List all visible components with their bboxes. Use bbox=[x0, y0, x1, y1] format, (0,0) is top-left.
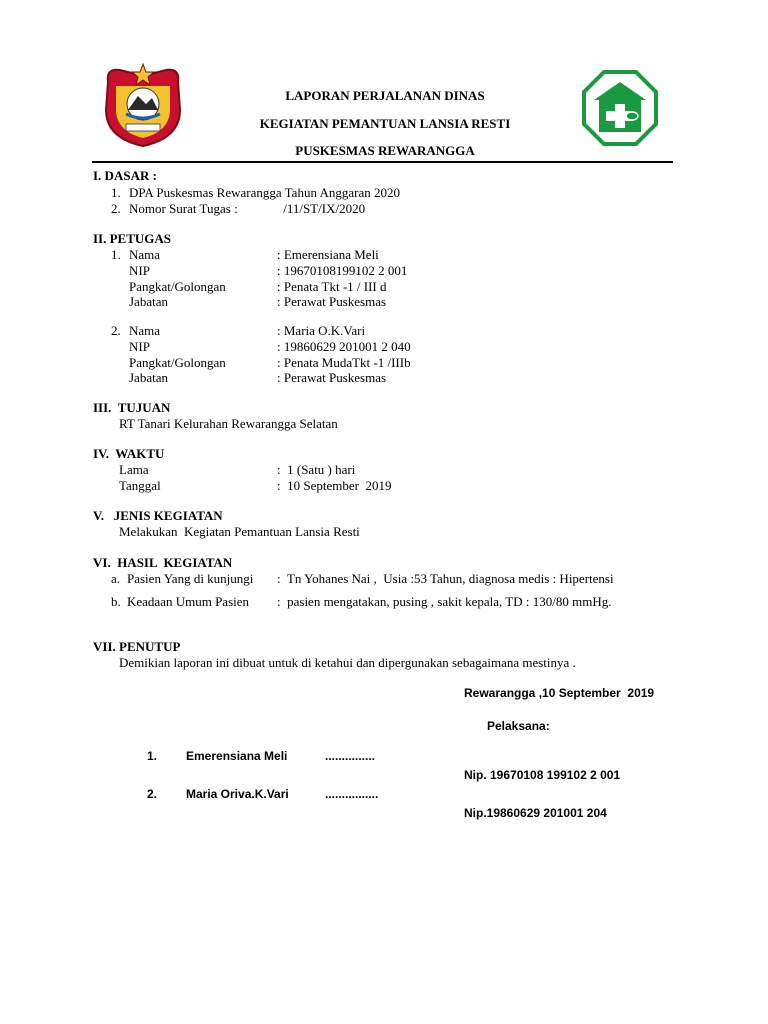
waktu-label: Tanggal bbox=[119, 478, 161, 493]
hasil-label: Pasien Yang di kunjungi bbox=[127, 571, 254, 586]
petugas-label: NIP bbox=[129, 263, 150, 278]
section-hasil-heading: VI. HASIL KEGIATAN bbox=[93, 555, 233, 570]
section-dasar-heading: I. DASAR : bbox=[93, 168, 157, 183]
petugas-value: : 19860629 201001 2 040 bbox=[277, 339, 411, 354]
waktu-label: Lama bbox=[119, 462, 149, 477]
signer-nip: Nip. 19670108 199102 2 001 bbox=[464, 768, 621, 782]
petugas-label: Pangkat/Golongan bbox=[129, 355, 226, 370]
hasil-num: b. bbox=[111, 594, 121, 609]
petugas-value: : Perawat Puskesmas bbox=[277, 370, 387, 385]
petugas-value: : 19670108199102 2 001 bbox=[277, 263, 408, 278]
signature-line: ............... bbox=[325, 749, 376, 763]
petugas-value: : Perawat Puskesmas bbox=[277, 294, 387, 309]
petugas-label: Pangkat/Golongan bbox=[129, 279, 226, 294]
hasil-label: Keadaan Umum Pasien bbox=[127, 594, 250, 609]
petugas-num: 2. bbox=[111, 323, 121, 338]
section-jenis-heading: V. JENIS KEGIATAN bbox=[93, 508, 223, 523]
hasil-value: : Tn Yohanes Nai , Usia :53 Tahun, diagnosa medis : Hipertensi bbox=[277, 571, 614, 586]
petugas-label: Nama bbox=[129, 247, 161, 262]
petugas-value: : Penata Tkt -1 / III d bbox=[277, 279, 387, 294]
section-waktu-heading: IV. WAKTU bbox=[93, 446, 165, 461]
section-tujuan-heading: III. TUJUAN bbox=[93, 400, 171, 415]
petugas-num: 1. bbox=[111, 247, 121, 262]
tujuan-text: RT Tanari Kelurahan Rewarangga Selatan bbox=[119, 416, 338, 431]
pelaksana-label: Pelaksana: bbox=[487, 719, 550, 733]
section-penutup-heading: VII. PENUTUP bbox=[93, 639, 181, 654]
petugas-value: : Emerensiana Meli bbox=[277, 247, 379, 262]
signer-num: 1. bbox=[147, 749, 158, 763]
section-petugas-heading: II. PETUGAS bbox=[93, 231, 172, 246]
activity-title: KEGIATAN PEMANTUAN LANSIA RESTI bbox=[259, 116, 511, 131]
signature-line: ................ bbox=[325, 787, 379, 801]
petugas-label: Jabatan bbox=[129, 370, 168, 385]
dasar-item-num: 2. bbox=[111, 201, 121, 216]
dasar-item-num: 1. bbox=[111, 185, 121, 200]
dasar-item-text: Nomor Surat Tugas : /11/ST/IX/2020 bbox=[129, 201, 366, 216]
hasil-value: : pasien mengatakan, pusing , sakit kepala, TD : 130/80 mmHg. bbox=[277, 594, 612, 609]
waktu-value: : 10 September 2019 bbox=[277, 478, 392, 493]
report-title: LAPORAN PERJALANAN DINAS bbox=[285, 88, 485, 103]
header-divider bbox=[92, 161, 673, 163]
petugas-value: : Penata MudaTkt -1 /IIIb bbox=[277, 355, 411, 370]
signer-name: Maria Oriva.K.Vari bbox=[186, 787, 289, 801]
penutup-text: Demikian laporan ini dibuat untuk di ketahui dan dipergunakan sebagaimana mestinya . bbox=[119, 655, 576, 670]
regional-emblem-logo bbox=[98, 60, 188, 148]
petugas-label: Jabatan bbox=[129, 294, 168, 309]
puskesmas-logo bbox=[582, 70, 658, 146]
signer-num: 2. bbox=[147, 787, 158, 801]
waktu-value: : 1 (Satu ) hari bbox=[277, 462, 356, 477]
petugas-value: : Maria O.K.Vari bbox=[277, 323, 366, 338]
signer-nip: Nip.19860629 201001 204 bbox=[464, 806, 607, 820]
hasil-num: a. bbox=[111, 571, 121, 586]
petugas-label: NIP bbox=[129, 339, 150, 354]
dasar-item-text: DPA Puskesmas Rewarangga Tahun Anggaran 2020 bbox=[129, 185, 400, 200]
jenis-text: Melakukan Kegiatan Pemantuan Lansia Resti bbox=[119, 524, 360, 539]
signer-name: Emerensiana Meli bbox=[186, 749, 288, 763]
institution-title: PUSKESMAS REWARANGGA bbox=[295, 143, 475, 158]
petugas-label: Nama bbox=[129, 323, 161, 338]
place-date: Rewarangga ,10 September 2019 bbox=[464, 686, 655, 700]
